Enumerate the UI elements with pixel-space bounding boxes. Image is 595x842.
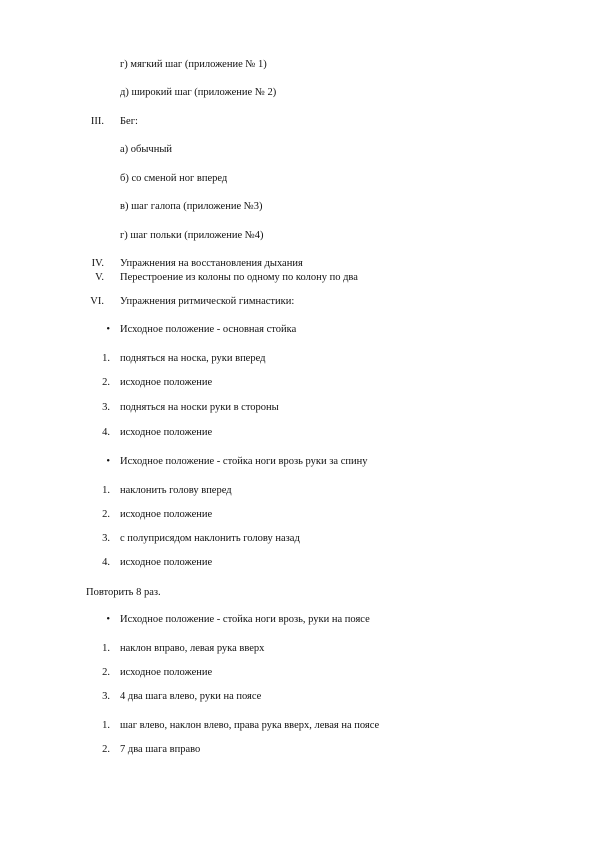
list-number: 1. bbox=[102, 353, 110, 364]
starting-position: Исходное положение - основная стойка bbox=[120, 324, 297, 335]
list-number: 1. bbox=[102, 720, 110, 731]
list-number: 3. bbox=[102, 691, 110, 702]
section-heading-rhythmic-gymnastics: Упражнения ритмической гимнастики: bbox=[120, 296, 295, 307]
bullet: • bbox=[106, 456, 110, 467]
roman-numeral-3: III. bbox=[90, 116, 104, 127]
starting-position: Исходное положение - стойка ноги врозь, руки на поясе bbox=[120, 614, 370, 625]
list-item: подняться на носки руки в стороны bbox=[120, 402, 279, 413]
list-item: исходное положение bbox=[120, 509, 213, 520]
list-number: 3. bbox=[102, 402, 110, 413]
roman-numeral-6: VI. bbox=[90, 296, 104, 307]
list-number: 2. bbox=[102, 667, 110, 678]
list-item: исходное положение bbox=[120, 557, 213, 568]
section-heading-run: Бег: bbox=[120, 116, 138, 127]
list-item: исходное положение bbox=[120, 377, 213, 388]
section-heading-breathing: Упражнения на восстановления дыхания bbox=[120, 258, 303, 269]
list-item: 7 два шага вправо bbox=[120, 744, 201, 755]
list-number: 2. bbox=[102, 509, 110, 520]
list-number: 2. bbox=[102, 377, 110, 388]
list-item: 4 два шага влево, руки на поясе bbox=[120, 691, 262, 702]
list-item-leg-change-run: б) со сменой ног вперед bbox=[120, 173, 228, 184]
list-number: 1. bbox=[102, 485, 110, 496]
list-item: наклон вправо, левая рука вверх bbox=[120, 643, 265, 654]
list-item: подняться на носка, руки вперед bbox=[120, 353, 266, 364]
list-item-regular-run: а) обычный bbox=[120, 144, 173, 155]
list-item: с полуприсядом наклонить голову назад bbox=[120, 533, 300, 544]
list-item-polka-step: г) шаг польки (приложение №4) bbox=[120, 230, 264, 241]
roman-numeral-5: V. bbox=[95, 272, 104, 283]
list-number: 4. bbox=[102, 427, 110, 438]
bullet: • bbox=[106, 324, 110, 335]
section-heading-regrouping: Перестроение из колоны по одному по колону по два bbox=[120, 272, 358, 283]
list-item-gallop-step: в) шаг галопа (приложение №3) bbox=[120, 201, 263, 212]
list-number: 3. bbox=[102, 533, 110, 544]
bullet: • bbox=[106, 614, 110, 625]
roman-numeral-4: IV. bbox=[91, 258, 104, 269]
list-number: 1. bbox=[102, 643, 110, 654]
starting-position: Исходное положение - стойка ноги врозь руки за спину bbox=[120, 456, 368, 467]
list-item-wide-step: д) широкий шаг (приложение № 2) bbox=[120, 87, 277, 98]
list-item: шаг влево, наклон влево, права рука вверх, левая на поясе bbox=[120, 720, 380, 731]
list-number: 4. bbox=[102, 557, 110, 568]
list-item-soft-step: г) мягкий шаг (приложение № 1) bbox=[120, 59, 267, 70]
list-item: исходное положение bbox=[120, 427, 213, 438]
list-number: 2. bbox=[102, 744, 110, 755]
list-item: наклонить голову вперед bbox=[120, 485, 232, 496]
repeat-note: Повторить 8 раз. bbox=[86, 587, 161, 598]
list-item: исходное положение bbox=[120, 667, 213, 678]
